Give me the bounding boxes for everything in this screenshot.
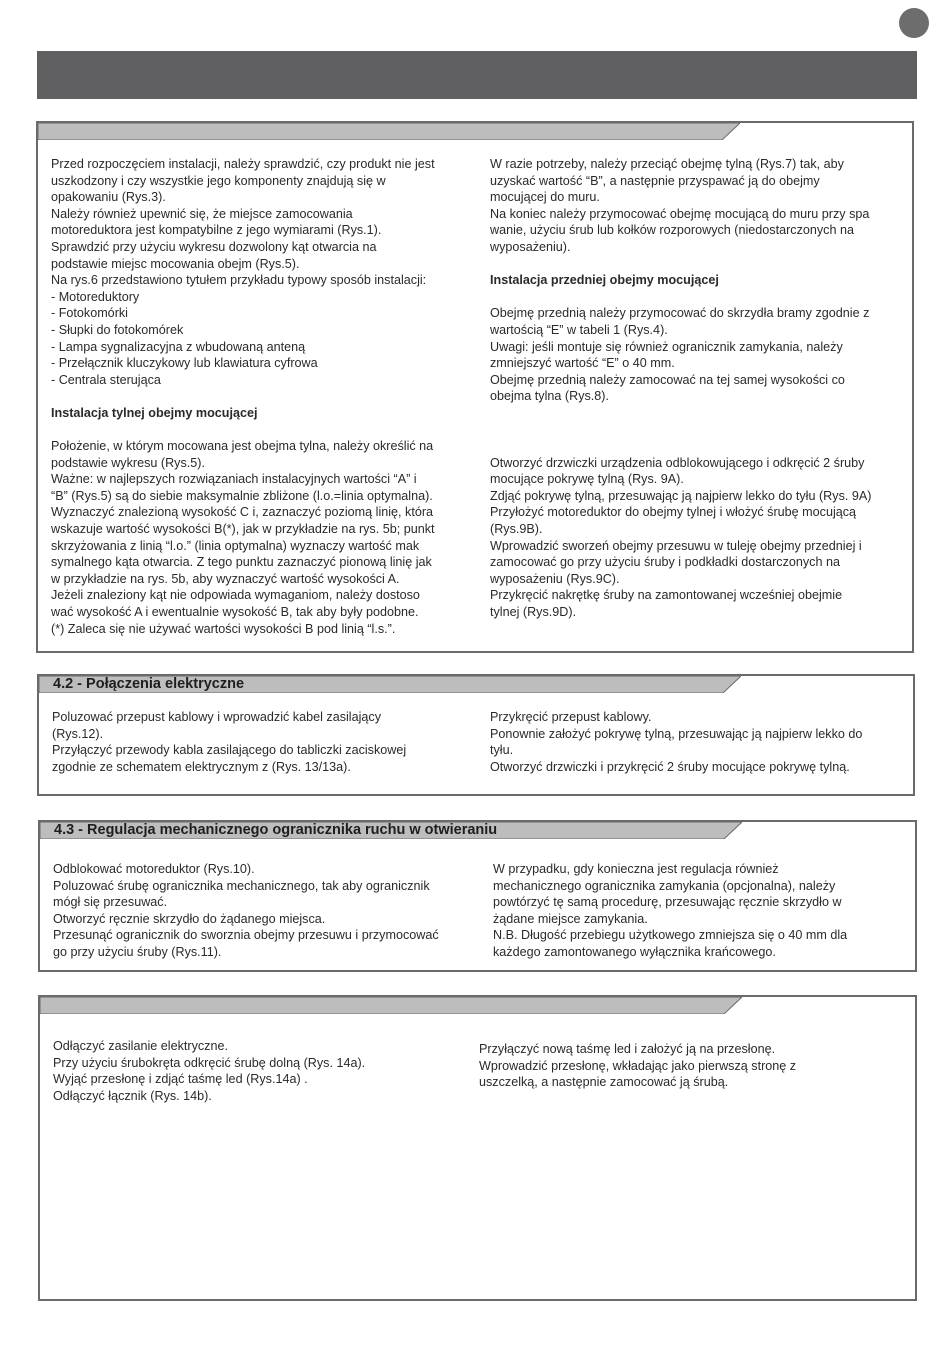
text-line: wać wysokość A i ewentualnie wysokość B, tak aby były podobne. xyxy=(51,605,419,620)
text-line: Wyjąć przesłonę i zdjąć taśmę led (Rys.14a) . xyxy=(53,1072,308,1087)
text-line: Położenie, w którym mocowana jest obejma tylna, należy określić na xyxy=(51,439,434,454)
column-left xyxy=(53,861,483,961)
text-line: W przypadku, gdy konieczna jest regulacja również xyxy=(493,862,779,876)
text-line: Przykręcić przepust kablowy. xyxy=(490,710,652,724)
section-tab xyxy=(40,997,742,1014)
text-line: Jeżeli znaleziony kąt nie odpowiada wymaganiom, należy dostoso xyxy=(51,588,420,603)
text-line: mechanicznego ogranicznika zamykania (opcjonalna), należy xyxy=(493,878,836,893)
text-line: Na rys.6 przedstawiono tytułem przykładu typowy sposób instalacji: xyxy=(51,273,427,288)
text-line: Na koniec należy przymocować obejmę mocującą do muru przy spa xyxy=(490,206,870,221)
text-line: wartością “E” w tabeli 1 (Rys.4). xyxy=(490,322,668,337)
text-line: Odłączyć zasilanie elektryczne. xyxy=(53,1039,228,1053)
text-line: Ponownie założyć pokrywę tylną, przesuwając ją najpierw lekko do xyxy=(490,726,863,741)
text-line: skrzyżowania z linią “l.o.” (linia optymalna) wyznaczy wartość mak xyxy=(51,538,420,553)
text-line: Przyłożyć motoreduktor do obejmy tylnej i włożyć śrubę mocującą xyxy=(490,505,857,520)
text-line: Sprawdzić przy użyciu wykresu dozwolony kąt otwarcia na xyxy=(51,239,377,254)
column-right xyxy=(479,1041,899,1091)
text-line: go przy użyciu śruby (Rys.11). xyxy=(53,944,222,959)
text-line: tyłu. xyxy=(490,743,514,758)
section-title: 4.3 - Regulacja mechanicznego ogranicznika ruchu w otwieraniu xyxy=(54,822,498,838)
text-line: wanie, użyciu śrub lub kołków rozporowych (niedostarczonych na xyxy=(490,223,854,238)
text-line: powtórzyć tę samą procedurę, przesuwając ręcznie skrzydło w xyxy=(493,895,842,910)
list-item: - Lampa sygnalizacyjna z wbudowaną anteną xyxy=(51,339,306,354)
list-item: - Fotokomórki xyxy=(51,306,128,321)
text-line: Wprowadzić przesłonę, wkładając jako pierwszą stronę z xyxy=(479,1058,797,1073)
text-line: Zdjąć pokrywę tylną, przesuwając ją najpierw lekko do tyłu (Rys. 9A) xyxy=(490,488,872,503)
text-line: mocujące pokrywę tylną (Rys. 9A). xyxy=(490,472,684,487)
column-right xyxy=(493,861,909,961)
text-line: Przesunąć ogranicznik do sworznia obejmy przesuwu i przymocować xyxy=(53,928,439,943)
text-line: Otworzyć drzwiczki urządzenia odblokowującego i odkręcić 2 śruby xyxy=(490,455,865,470)
column-left xyxy=(53,1038,471,1104)
column-right xyxy=(490,709,908,775)
section-tab xyxy=(38,123,740,140)
text-line: Należy również upewnić się, że miejsce zamocowania xyxy=(51,206,353,221)
text-line: Poluzować śrubę ogranicznika mechanicznego, tak aby ogranicznik xyxy=(53,878,430,893)
text-line: żądane miejsce zamykania. xyxy=(493,911,648,926)
text-line: Poluzować przepust kablowy i wprowadzić kabel zasilający xyxy=(52,710,381,724)
text-line: zgodnie ze schematem elektrycznym z (Rys. 13/13a). xyxy=(52,759,351,774)
subsection-heading: Instalacja tylnej obejmy mocującej xyxy=(51,405,258,420)
text-line: zmniejszyć wartość “E” o 40 mm. xyxy=(490,356,675,371)
text-line: Przykręcić nakrętkę śruby na zamontowanej wcześniej obejmie xyxy=(490,588,843,603)
section-mechanical-stop-adjustment xyxy=(38,820,917,972)
text-line: obejma tylna (Rys.8). xyxy=(490,389,609,404)
text-line: Wyznaczyć znalezioną wysokość C i, zaznaczyć poziomą linię, która xyxy=(51,505,434,520)
text-line: Wprowadzić sworzeń obejmy przesuwu w tuleję obejmy przedniej i xyxy=(490,538,862,553)
text-line: opakowaniu (Rys.3). xyxy=(51,190,166,205)
text-line: Przyłączyć nową taśmę led i założyć ją na przesłonę. xyxy=(479,1042,776,1056)
section-installation xyxy=(36,121,914,653)
text-line: symalnego kąta otwarcia. Z tego punktu zaznaczyć pionową linię jak xyxy=(51,555,432,570)
text-line: (Rys.12). xyxy=(52,726,104,741)
text-line: Przyłączyć przewody kabla zasilającego do tabliczki zaciskowej xyxy=(52,743,407,758)
text-line: Obejmę przednią należy przymocować do skrzydła bramy zgodnie z xyxy=(490,306,870,321)
text-line: każdego zamontowanego wyłącznika krańcowego. xyxy=(493,944,776,959)
text-line: uzyskać wartość “B”, a następnie przyspawać ją do obejmy xyxy=(490,173,820,188)
section-title: 4.2 - Połączenia elektryczne xyxy=(53,676,245,692)
text-line: Odblokować motoreduktor (Rys.10). xyxy=(53,862,255,876)
text-line: mógł się przesuwać. xyxy=(53,895,168,910)
text-line: motoreduktora jest kompatybilne z jego wymiarami (Rys.1). xyxy=(51,223,382,238)
section-led-strip-replacement xyxy=(38,995,917,1301)
text-line: uszkodzony i czy wszystkie jego komponenty znajdują się w xyxy=(51,173,386,188)
text-line: Odłączyć łącznik (Rys. 14b). xyxy=(53,1088,212,1103)
text-line: (Rys.9B). xyxy=(490,522,543,537)
text-line: Otworzyć drzwiczki i przykręcić 2 śruby mocujące pokrywę tylną. xyxy=(490,759,850,774)
column-right xyxy=(490,156,906,621)
text-line: Obejmę przednią należy zamocować na tej samej wysokości co xyxy=(490,372,845,387)
text-line: podstawie miejsc mocowania obejm (Rys.5). xyxy=(51,256,300,271)
text-line: “B” (Rys.5) są do siebie maksymalnie zbliżone (l.o.=linia optymalna). xyxy=(51,488,433,503)
text-line: (*) Zaleca się nie używać wartości wysokości B pod linią “l.s.”. xyxy=(51,621,396,636)
text-line: tylnej (Rys.9D). xyxy=(490,605,577,620)
text-line: wyposażeniu). xyxy=(490,239,571,254)
column-left xyxy=(52,709,470,775)
text-line: zamocować go przy użyciu śruby i podkładki dostarczonych na xyxy=(490,555,840,570)
text-line: Otworzyć ręcznie skrzydło do żądanego miejsca. xyxy=(53,911,326,926)
text-line: wskazuje wartość wysokości B(*), jak w przykładzie na rys. 5b; punkt xyxy=(51,522,435,537)
list-item: - Przełącznik kluczykowy lub klawiatura cyfrowa xyxy=(51,356,318,371)
chapter-header-bar xyxy=(37,51,917,99)
list-item: - Centrala sterująca xyxy=(51,372,161,387)
text-line: wyposażeniu (Rys.9C). xyxy=(490,571,620,586)
text-line: Uwagi: jeśli montuje się również ogranicznik zamykania, należy xyxy=(490,339,843,354)
text-line: N.B. Długość przebiegu użytkowego zmniejsza się o 40 mm dla xyxy=(493,928,848,943)
text-line: Przy użyciu śrubokręta odkręcić śrubę dolną (Rys. 14a). xyxy=(53,1055,366,1070)
column-left xyxy=(51,156,469,637)
text-line: Przed rozpoczęciem instalacji, należy sprawdzić, czy produkt nie jest xyxy=(51,157,435,171)
text-line: W razie potrzeby, należy przeciąć obejmę tylną (Rys.7) tak, aby xyxy=(490,157,844,171)
list-item: - Słupki do fotokomórek xyxy=(51,322,184,337)
text-line: mocującej do muru. xyxy=(490,190,600,205)
list-item: - Motoreduktory xyxy=(51,289,140,304)
text-line: podstawie wykresu (Rys.5). xyxy=(51,455,205,470)
page-number-circle xyxy=(899,8,929,38)
text-line: Ważne: w najlepszych rozwiązaniach instalacyjnych wartości “A” i xyxy=(51,472,417,487)
section-electrical-connections xyxy=(37,674,915,796)
text-line: uszczelką, a następnie zamocować ją śrubą. xyxy=(479,1075,729,1090)
text-line: w przykładzie na rys. 5b, aby wyznaczyć wartość wysokości A. xyxy=(51,571,400,586)
subsection-heading: Instalacja przedniej obejmy mocującej xyxy=(490,273,719,288)
